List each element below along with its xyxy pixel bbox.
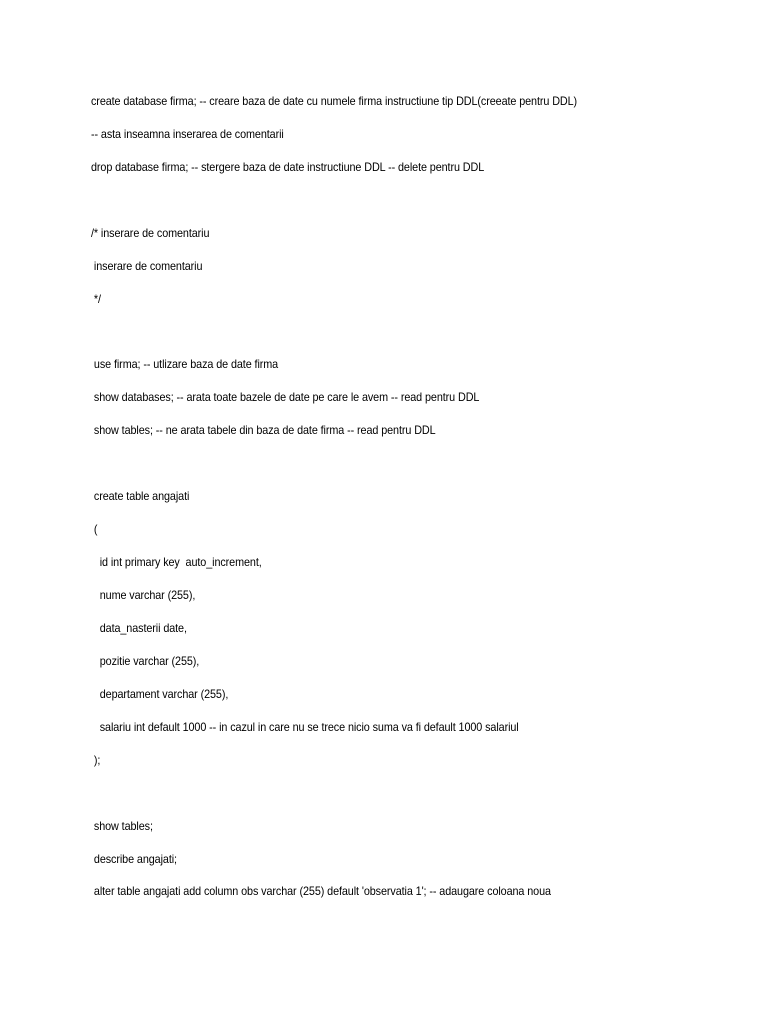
sql-line-use: use firma; -- utlizare baza de date firma (91, 357, 279, 371)
sql-line-create-table: create table angajati (91, 489, 190, 503)
sql-line-column-data-nasterii: data_nasterii date, (91, 621, 187, 635)
sql-line-show-tables: show tables; -- ne arata tabele din baza de date firma -- read pentru DDL (91, 423, 436, 437)
sql-line-create-database: create database firma; -- creare baza de date cu numele firma instructiune tip DDL(creeate pentru DDL) (91, 94, 578, 108)
sql-line-column-salariu: salariu int default 1000 -- in cazul in care nu se trece nicio suma va fi default 1000 salariul (91, 720, 519, 734)
sql-line-comment: -- asta inseamna inserarea de comentarii (91, 127, 284, 141)
sql-line-show-databases: show databases; -- arata toate bazele de date pe care le avem -- read pentru DDL (91, 390, 480, 404)
sql-line-column-id: id int primary key auto_increment, (91, 555, 262, 569)
sql-line-column-nume: nume varchar (255), (91, 588, 196, 602)
sql-line-block-comment-body: inserare de comentariu (91, 259, 203, 273)
sql-line-describe: describe angajati; (91, 852, 177, 866)
sql-line-column-departament: departament varchar (255), (91, 687, 229, 701)
sql-line-block-comment-end: */ (91, 292, 101, 306)
sql-line-block-comment-start: /* inserare de comentariu (91, 226, 210, 240)
sql-line-show-tables-2: show tables; (91, 819, 153, 833)
sql-line-open-paren: ( (91, 522, 98, 536)
sql-line-column-pozitie: pozitie varchar (255), (91, 654, 200, 668)
sql-line-alter-table: alter table angajati add column obs varchar (255) default 'observatia 1'; -- adaugare coloana noua (91, 884, 551, 898)
sql-line-close-paren: ); (91, 753, 101, 767)
sql-line-drop-database: drop database firma; -- stergere baza de date instructiune DDL -- delete pentru DDL (91, 160, 485, 174)
